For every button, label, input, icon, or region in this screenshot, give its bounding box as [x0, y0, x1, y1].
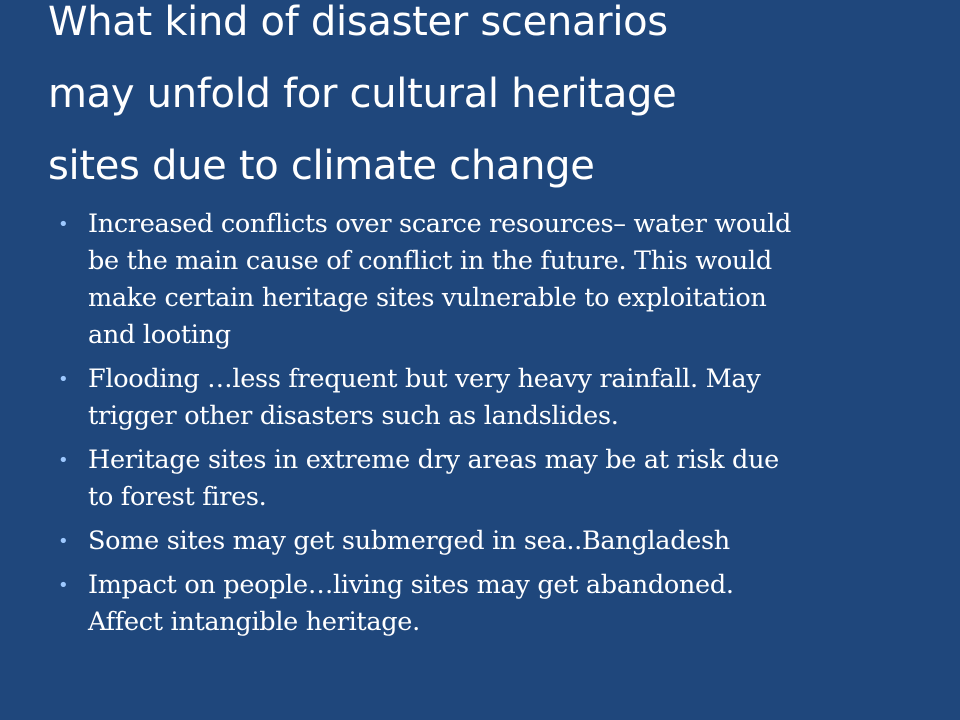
bullet-line: to forest fires. [88, 482, 267, 512]
bullet-marker-icon: • [58, 450, 69, 471]
bullet-marker-icon: • [58, 369, 69, 390]
title-line: sites due to climate change [48, 143, 595, 189]
bullet-text [88, 523, 918, 560]
bullet-line: Flooding …less frequent but very heavy rainfall. May [88, 364, 761, 394]
bullet-item [58, 361, 918, 435]
bullet-line: Heritage sites in extreme dry areas may be at risk due [88, 445, 779, 475]
bullet-marker-icon: • [58, 531, 69, 552]
title-line: What kind of disaster scenarios [48, 0, 668, 45]
bullet-text [88, 442, 918, 516]
bullet-list [58, 206, 918, 648]
bullet-line: Some sites may get submerged in sea..Bangladesh [88, 526, 730, 556]
bullet-item [58, 523, 918, 560]
bullet-line: Increased conflicts over scarce resources– water would [88, 209, 791, 239]
bullet-line: be the main cause of conflict in the future. This would [88, 246, 772, 276]
bullet-item [58, 442, 918, 516]
bullet-text [88, 206, 918, 354]
bullet-line: and looting [88, 320, 231, 350]
bullet-marker-icon: • [58, 214, 69, 235]
bullet-marker-icon: • [58, 575, 69, 596]
bullet-item [58, 567, 918, 641]
bullet-item [58, 206, 918, 354]
bullet-line: Affect intangible heritage. [88, 607, 420, 637]
bullet-text [88, 361, 918, 435]
bullet-line: Impact on people…living sites may get abandoned. [88, 570, 734, 600]
title-line: may unfold for cultural heritage [48, 71, 677, 117]
bullet-line: make certain heritage sites vulnerable to exploitation [88, 283, 767, 313]
bullet-line: trigger other disasters such as landslides. [88, 401, 619, 431]
bullet-text [88, 567, 918, 641]
slide-title [48, 0, 928, 202]
